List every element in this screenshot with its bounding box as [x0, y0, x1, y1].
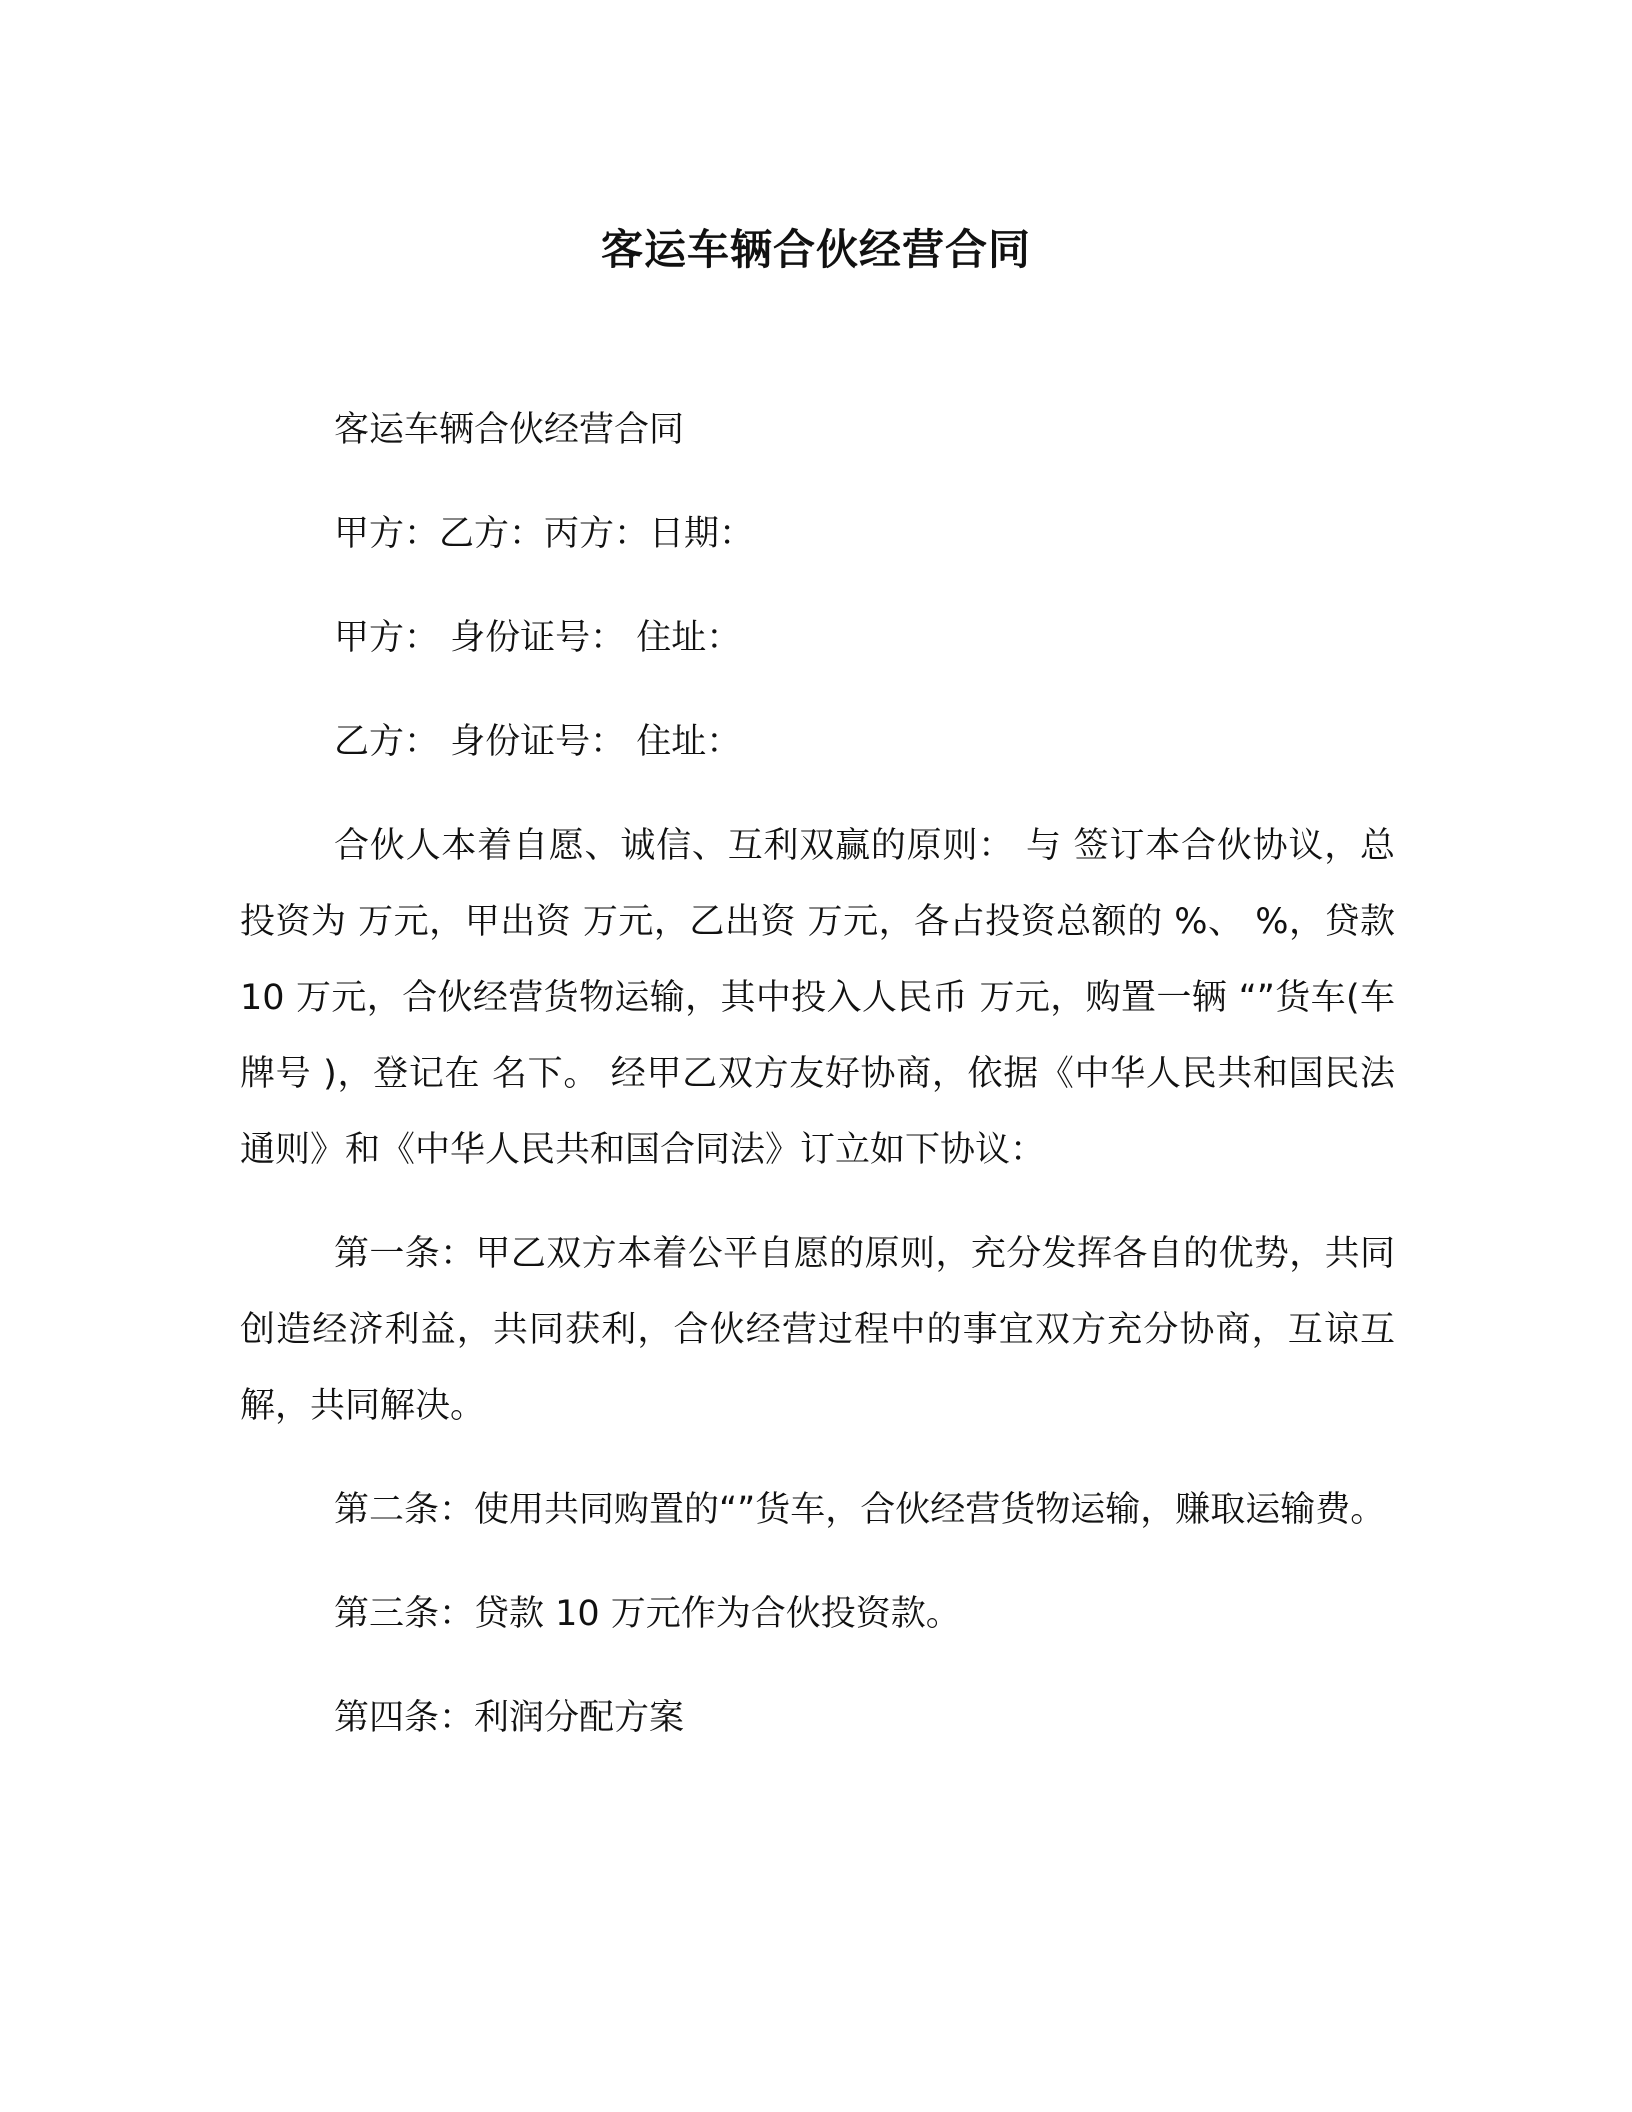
parties-line: 甲方：乙方：丙方：日期： [334, 514, 755, 554]
body-heading: 客运车辆合伙经营合同 [334, 410, 685, 450]
party-a-info: 甲方： 身份证号： 住址： [334, 618, 742, 658]
article-4: 第四条：利润分配方案 [334, 1698, 685, 1738]
document-body [240, 392, 1395, 1784]
party-b-info: 乙方： 身份证号： 住址： [334, 722, 742, 762]
article-2: 第二条：使用共同购置的“”货车，合伙经营货物运输，赚取运输费。 [334, 1490, 1386, 1530]
document-title: 客运车辆合伙经营合同 [600, 225, 1031, 274]
article-1: 第一条：甲乙双方本着公平自愿的原则，充分发挥各自的优势，共同创造经济利益，共同获利，合伙经营过程中的事宜双方充分协商，互谅互解，共同解决。 [240, 1234, 1395, 1426]
article-3: 第三条：贷款 10 万元作为合伙投资款。 [334, 1594, 961, 1634]
preamble-paragraph: 合伙人本着自愿、诚信、互利双赢的原则： 与 签订本合伙协议，总投资为 万元，甲出资 万元，乙出资 万元，各占投资总额的 %、 %，贷款 10 万元，合伙经营货物运输，其中投入人民币 万元，购置一辆 “”货车(车牌号 )，登记在 名下。 经甲乙双方友好协商，依据《中华人民共和国民法通则》和《中华人民共和国合同法》订立如下协议： [240, 826, 1395, 1170]
